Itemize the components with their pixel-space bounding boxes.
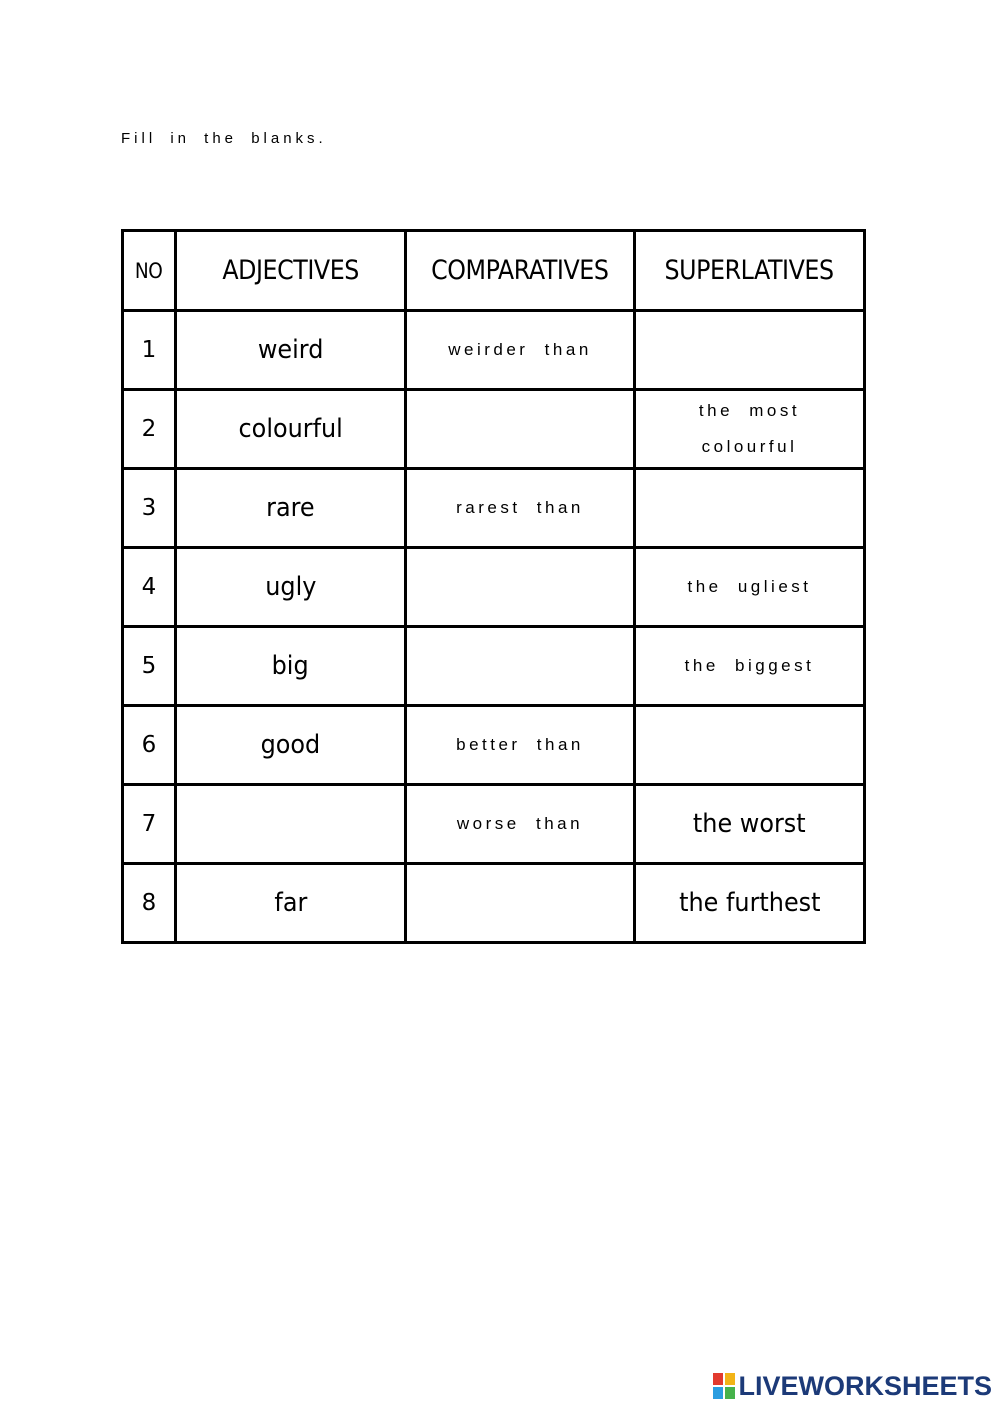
adjective-cell (176, 311, 406, 390)
adjective-text: colourful (238, 414, 343, 444)
superlative-cell[interactable] (635, 627, 865, 706)
superlative-cell[interactable] (635, 706, 865, 785)
superlative-text: the furthest (678, 888, 821, 918)
comparative-cell[interactable] (406, 469, 635, 548)
header-superlatives: SUPERLATIVES (635, 231, 865, 311)
adjectives-table (121, 229, 866, 944)
adjective-cell (176, 706, 406, 785)
superlative-text: the most colourful (698, 401, 801, 456)
comparative-cell[interactable] (406, 627, 635, 706)
table-row (123, 469, 865, 548)
adjective-cell (176, 390, 406, 469)
adjective-cell (176, 548, 406, 627)
table-row (123, 785, 865, 864)
instruction-text: Fill in the blanks. (121, 130, 327, 147)
row-number: 3 (123, 469, 176, 548)
adjective-text: ugly (264, 572, 317, 602)
adjective-cell (176, 469, 406, 548)
liveworksheets-logo-icon (713, 1373, 735, 1399)
comparative-cell[interactable] (406, 785, 635, 864)
comparative-text: weirder than (448, 340, 592, 359)
superlative-text: the biggest (684, 656, 815, 675)
superlative-text: the ugliest (687, 577, 812, 596)
table-row (123, 548, 865, 627)
adjective-text: weird (257, 335, 324, 365)
comparative-text: better than (456, 735, 584, 754)
superlative-text: the worst (693, 809, 806, 839)
adjective-cell[interactable] (176, 785, 406, 864)
table-row (123, 627, 865, 706)
table-header-row (123, 231, 865, 311)
row-number: 2 (123, 390, 176, 469)
row-number: 8 (123, 864, 176, 943)
comparative-cell[interactable] (406, 864, 635, 943)
table-row (123, 864, 865, 943)
row-number: 1 (123, 311, 176, 390)
superlative-cell[interactable] (635, 548, 865, 627)
comparative-text: worse than (456, 814, 584, 833)
adjective-text: big (271, 651, 309, 681)
table-body (123, 311, 865, 943)
adjective-cell (176, 864, 406, 943)
row-number: 5 (123, 627, 176, 706)
row-number: 6 (123, 706, 176, 785)
header-adjectives: ADJECTIVES (176, 231, 406, 311)
header-no: NO (123, 231, 176, 311)
superlative-cell[interactable] (635, 469, 865, 548)
superlative-cell (635, 864, 865, 943)
row-number: 7 (123, 785, 176, 864)
adjective-text: good (260, 730, 321, 760)
table-row (123, 706, 865, 785)
adjective-text: rare (266, 493, 315, 523)
table-row (123, 311, 865, 390)
comparative-cell[interactable] (406, 311, 635, 390)
comparative-cell[interactable] (406, 548, 635, 627)
comparative-text: rarest than (456, 498, 584, 517)
adjective-text: far (274, 888, 307, 918)
superlative-cell (635, 785, 865, 864)
comparative-cell[interactable] (406, 706, 635, 785)
logo-text: LIVEWORKSHEETS (738, 1370, 992, 1401)
liveworksheets-logo (713, 1371, 992, 1401)
superlative-cell[interactable] (635, 390, 865, 469)
superlative-cell[interactable] (635, 311, 865, 390)
header-comparatives: COMPARATIVES (406, 231, 635, 311)
adjective-cell (176, 627, 406, 706)
row-number: 4 (123, 548, 176, 627)
table-row (123, 390, 865, 469)
comparative-cell[interactable] (406, 390, 635, 469)
